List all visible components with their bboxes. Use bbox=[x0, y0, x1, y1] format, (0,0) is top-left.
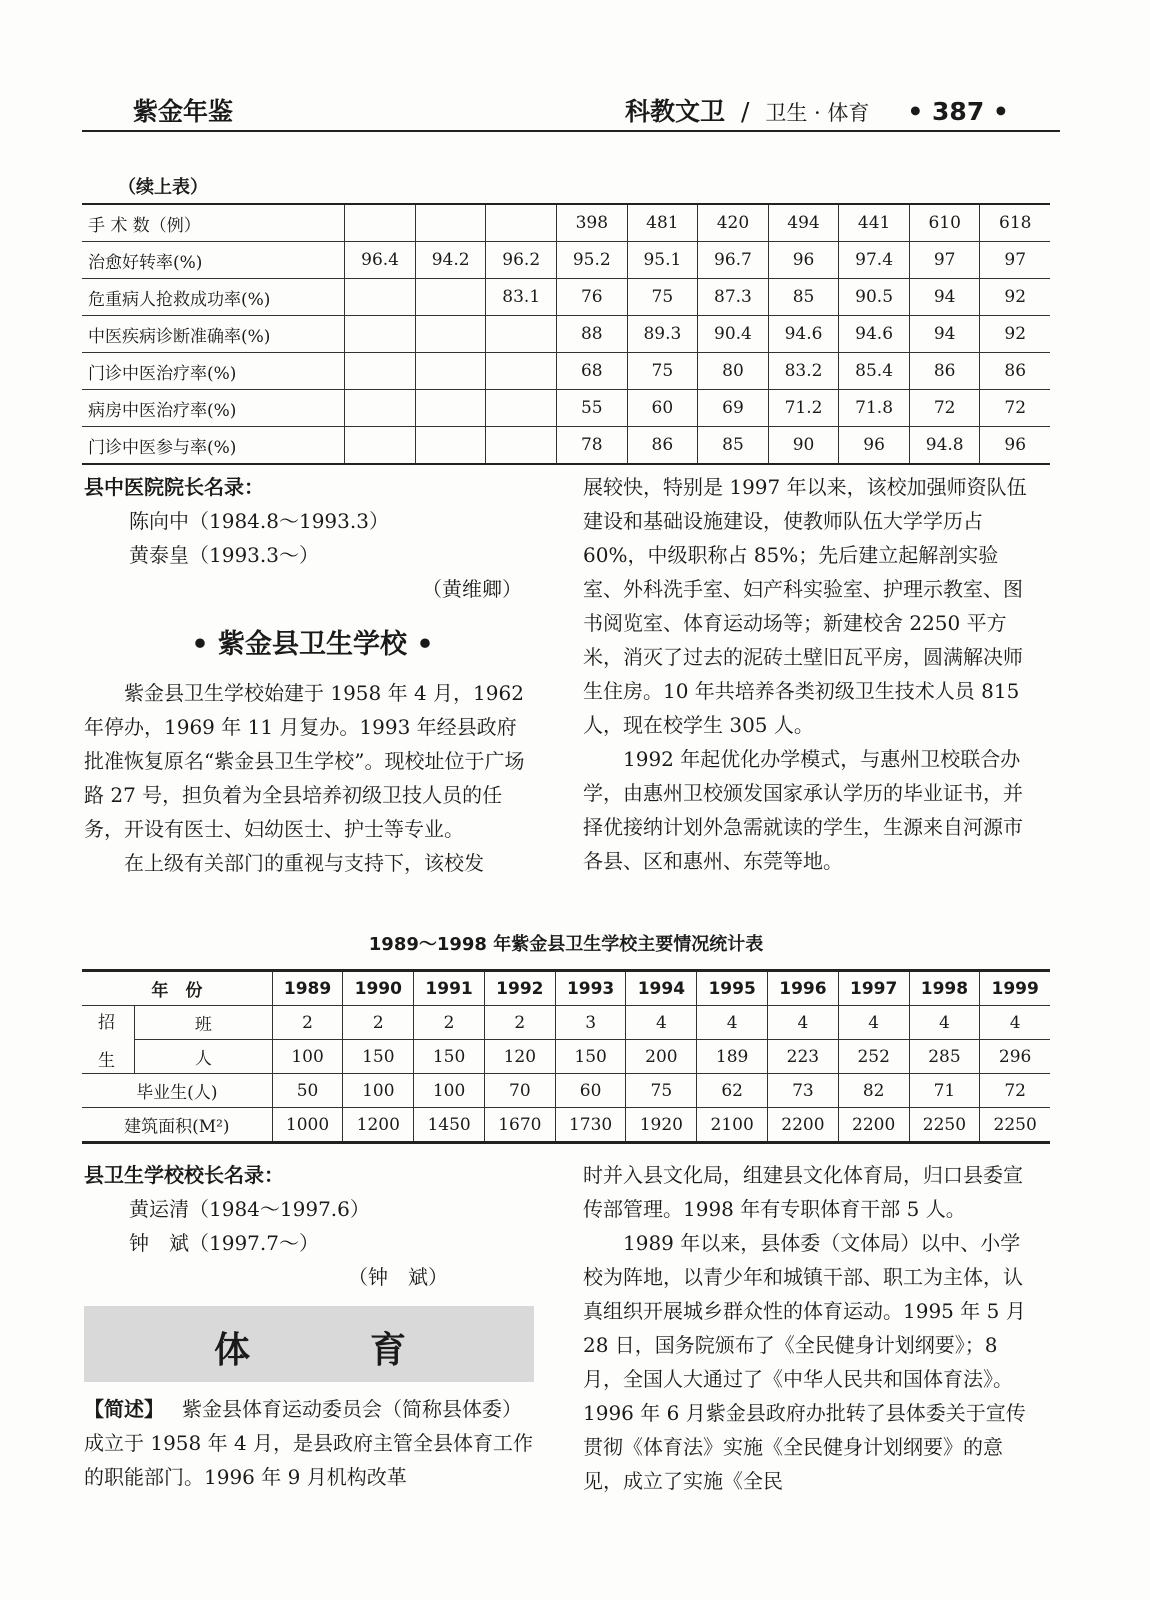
table-cell: 71.8 bbox=[839, 390, 910, 427]
class-cell: 4 bbox=[838, 1006, 909, 1040]
year-cell: 1996 bbox=[768, 971, 839, 1006]
year-cell: 1994 bbox=[626, 971, 697, 1006]
table-cell: 97.4 bbox=[839, 242, 910, 279]
table-cell: 78 bbox=[557, 427, 628, 465]
table-row bbox=[82, 279, 1050, 316]
table-cell: 75 bbox=[627, 353, 698, 390]
area-cell: 1920 bbox=[626, 1108, 697, 1143]
class-cell: 4 bbox=[768, 1006, 839, 1040]
principal-item: 钟 斌（1997.7～） bbox=[129, 1231, 319, 1255]
people-cell: 285 bbox=[909, 1040, 980, 1074]
people-cell: 150 bbox=[414, 1040, 485, 1074]
row-label: 门诊中医治疗率(%) bbox=[82, 353, 345, 390]
table-cell: 96 bbox=[768, 242, 839, 279]
area-cell: 2200 bbox=[768, 1108, 839, 1143]
table-cell: 89.3 bbox=[627, 316, 698, 353]
table-cell: 96 bbox=[980, 427, 1050, 465]
table-cell: 94.6 bbox=[768, 316, 839, 353]
table-cell: 494 bbox=[768, 204, 839, 242]
table-cell bbox=[415, 279, 486, 316]
sports-intro-paragraph: 紫金县体育运动委员会（简称县体委）成立于 1958 年 4 月，是县政府主管全县体育工作的职能部门。1996 年 9 月机构改革 bbox=[84, 1397, 534, 1489]
running-header-right bbox=[625, 92, 1009, 128]
table-caption: 1989～1998 年紫金县卫生学校主要情况统计表 bbox=[368, 934, 764, 955]
year-cell: 1998 bbox=[909, 971, 980, 1006]
table-continued-note: （续上表） bbox=[118, 177, 208, 198]
class-cell: 3 bbox=[555, 1006, 626, 1040]
class-cell: 2 bbox=[343, 1006, 414, 1040]
sports-activity-paragraph: 1989 年以来，县体委（文体局）以中、小学校为阵地，以青少年和城镇干部、职工为主体，认真组织开展城乡群众性的体育运动。1995 年 5 月 28 日，国务院颁布了《全民健身计划纲要》；8 月，全国人大通过了《中华人民共和国体育法》。1996 年 6 月紫金县政府办批转了县体委关于宣传贯彻《体育法》实施《全民健身计划纲要》的意见，成立了实施《全民 bbox=[583, 1231, 1026, 1493]
table-row bbox=[82, 1074, 1050, 1108]
year-cell: 1997 bbox=[838, 971, 909, 1006]
table-cell bbox=[345, 316, 416, 353]
table-cell: 72 bbox=[980, 390, 1050, 427]
table-cell: 94.2 bbox=[415, 242, 486, 279]
school-cooperation-paragraph: 1992 年起优化办学模式，与惠州卫校联合办学，由惠州卫校颁发国家承认学历的毕业证书，并择优接纳计划外急需就读的学生，生源来自河源市各县、区和惠州、东莞等地。 bbox=[583, 747, 1023, 873]
principals-heading: 县卫生学校校长名录： bbox=[84, 1163, 284, 1187]
table-cell: 96.4 bbox=[345, 242, 416, 279]
year-cell: 1991 bbox=[414, 971, 485, 1006]
enroll-label-bottom: 生 bbox=[98, 1051, 115, 1071]
table-cell: 94.8 bbox=[909, 427, 980, 465]
table-row bbox=[82, 971, 1050, 1006]
table-cell: 88 bbox=[557, 316, 628, 353]
table-cell: 618 bbox=[980, 204, 1050, 242]
left-column-top bbox=[84, 470, 536, 606]
banner-char: 育 bbox=[370, 1330, 407, 1371]
table-cell: 83.1 bbox=[486, 279, 557, 316]
table-cell: 86 bbox=[980, 353, 1050, 390]
class-cell: 2 bbox=[272, 1006, 343, 1040]
people-label: 人 bbox=[135, 1040, 273, 1074]
graduates-cell: 71 bbox=[909, 1074, 980, 1108]
graduates-cell: 50 bbox=[272, 1074, 343, 1108]
people-cell: 150 bbox=[343, 1040, 414, 1074]
table-row bbox=[82, 1040, 1050, 1074]
area-cell: 1450 bbox=[414, 1108, 485, 1143]
table-cell: 76 bbox=[557, 279, 628, 316]
row-label: 中医疾病诊断准确率(%) bbox=[82, 316, 345, 353]
people-cell: 120 bbox=[484, 1040, 555, 1074]
row-label: 治愈好转率(%) bbox=[82, 242, 345, 279]
area-cell: 1670 bbox=[484, 1108, 555, 1143]
year-cell: 1995 bbox=[697, 971, 768, 1006]
graduates-cell: 72 bbox=[980, 1074, 1050, 1108]
people-cell: 189 bbox=[697, 1040, 768, 1074]
table-cell: 96.2 bbox=[486, 242, 557, 279]
table-cell: 610 bbox=[909, 204, 980, 242]
right-column-lower bbox=[583, 1158, 1038, 1498]
table-cell bbox=[415, 353, 486, 390]
table-cell: 94.6 bbox=[839, 316, 910, 353]
area-cell: 1200 bbox=[343, 1108, 414, 1143]
people-cell: 200 bbox=[626, 1040, 697, 1074]
table-cell bbox=[486, 353, 557, 390]
enroll-label-top: 招 bbox=[98, 1013, 115, 1033]
left-column-lower bbox=[84, 1158, 536, 1294]
table-cell: 90.5 bbox=[839, 279, 910, 316]
graduates-cell: 100 bbox=[343, 1074, 414, 1108]
table-cell: 92 bbox=[980, 316, 1050, 353]
author-credit: （钟 斌） bbox=[348, 1265, 448, 1289]
table-cell: 69 bbox=[698, 390, 769, 427]
year-cell: 1992 bbox=[484, 971, 555, 1006]
table-cell: 86 bbox=[909, 353, 980, 390]
table-cell: 420 bbox=[698, 204, 769, 242]
table-row bbox=[82, 1108, 1050, 1143]
table-row bbox=[82, 204, 1050, 242]
table-cell: 481 bbox=[627, 204, 698, 242]
table-cell bbox=[345, 353, 416, 390]
row-label: 手 术 数（例） bbox=[82, 204, 345, 242]
table-cell bbox=[415, 316, 486, 353]
year-cell: 1993 bbox=[555, 971, 626, 1006]
banner-char: 体 bbox=[214, 1330, 251, 1371]
table-cell: 71.2 bbox=[768, 390, 839, 427]
table-row bbox=[82, 427, 1050, 465]
row-label: 病房中医治疗率(%) bbox=[82, 390, 345, 427]
table-cell: 97 bbox=[980, 242, 1050, 279]
table-cell: 80 bbox=[698, 353, 769, 390]
area-cell: 2100 bbox=[697, 1108, 768, 1143]
graduates-cell: 75 bbox=[626, 1074, 697, 1108]
table-row bbox=[82, 390, 1050, 427]
table-cell: 85 bbox=[768, 279, 839, 316]
graduates-label: 毕业生(人) bbox=[82, 1074, 272, 1108]
principal-item: 黄运清（1984～1997.6） bbox=[129, 1197, 370, 1221]
area-cell: 2250 bbox=[909, 1108, 980, 1143]
graduates-cell: 62 bbox=[697, 1074, 768, 1108]
table-cell bbox=[345, 204, 416, 242]
director-item: 陈向中（1984.8～1993.3） bbox=[129, 509, 389, 533]
table-cell: 96.7 bbox=[698, 242, 769, 279]
area-cell: 2250 bbox=[980, 1108, 1050, 1143]
header-separator: / bbox=[740, 97, 750, 126]
graduates-cell: 60 bbox=[555, 1074, 626, 1108]
table-cell: 60 bbox=[627, 390, 698, 427]
table-cell bbox=[345, 390, 416, 427]
table-cell: 398 bbox=[557, 204, 628, 242]
right-column-top bbox=[583, 470, 1038, 878]
table-cell: 72 bbox=[909, 390, 980, 427]
graduates-cell: 73 bbox=[768, 1074, 839, 1108]
table-cell bbox=[486, 316, 557, 353]
left-column-body bbox=[84, 676, 536, 880]
class-cell: 4 bbox=[980, 1006, 1050, 1040]
year-header: 年 份 bbox=[82, 971, 272, 1006]
table-row bbox=[82, 242, 1050, 279]
row-label: 门诊中医参与率(%) bbox=[82, 427, 345, 465]
table-row bbox=[82, 353, 1050, 390]
table-cell: 75 bbox=[627, 279, 698, 316]
table-cell: 83.2 bbox=[768, 353, 839, 390]
table-row bbox=[82, 316, 1050, 353]
table-cell: 441 bbox=[839, 204, 910, 242]
table-cell: 92 bbox=[980, 279, 1050, 316]
table-cell bbox=[486, 204, 557, 242]
class-cell: 4 bbox=[909, 1006, 980, 1040]
table-cell: 86 bbox=[627, 427, 698, 465]
table-cell: 96 bbox=[839, 427, 910, 465]
intro-tag: 【简述】 bbox=[84, 1397, 164, 1421]
graduates-cell: 82 bbox=[838, 1074, 909, 1108]
sports-org-paragraph: 时并入县文化局，组建县文化体育局，归口县委宣传部管理。1998 年有专职体育干部 5 人。 bbox=[583, 1163, 1023, 1221]
class-cell: 4 bbox=[626, 1006, 697, 1040]
class-cell: 2 bbox=[484, 1006, 555, 1040]
enroll-label bbox=[82, 1006, 135, 1074]
school-support-paragraph: 在上级有关部门的重视与支持下，该校发 bbox=[124, 851, 484, 875]
year-cell: 1989 bbox=[272, 971, 343, 1006]
header-rule bbox=[82, 130, 1060, 132]
table-cell: 68 bbox=[557, 353, 628, 390]
table-cell: 95.1 bbox=[627, 242, 698, 279]
school-stats-table bbox=[82, 969, 1050, 1144]
table-cell: 55 bbox=[557, 390, 628, 427]
table-row bbox=[82, 1006, 1050, 1040]
header-section-main: 科教文卫 bbox=[625, 97, 726, 126]
people-cell: 150 bbox=[555, 1040, 626, 1074]
section-title: • 紫金县卫生学校 • bbox=[191, 629, 434, 660]
class-label: 班 bbox=[135, 1006, 273, 1040]
sports-intro bbox=[84, 1392, 536, 1494]
author-credit: （黄维卿） bbox=[422, 577, 522, 601]
class-cell: 2 bbox=[414, 1006, 485, 1040]
table-cell bbox=[486, 390, 557, 427]
people-cell: 296 bbox=[980, 1040, 1050, 1074]
year-cell: 1999 bbox=[980, 971, 1050, 1006]
table-cell: 85.4 bbox=[839, 353, 910, 390]
area-cell: 1730 bbox=[555, 1108, 626, 1143]
page-number: • 387 • bbox=[907, 97, 1009, 126]
year-cell: 1990 bbox=[343, 971, 414, 1006]
sports-section-banner bbox=[84, 1306, 534, 1382]
table-cell bbox=[415, 204, 486, 242]
area-cell: 2200 bbox=[838, 1108, 909, 1143]
table-cell: 95.2 bbox=[557, 242, 628, 279]
class-cell: 4 bbox=[697, 1006, 768, 1040]
people-cell: 223 bbox=[768, 1040, 839, 1074]
row-label: 危重病人抢救成功率(%) bbox=[82, 279, 345, 316]
table-cell: 87.3 bbox=[698, 279, 769, 316]
table-cell bbox=[345, 279, 416, 316]
hospital-stats-table bbox=[82, 203, 1050, 465]
table-cell bbox=[415, 390, 486, 427]
table-cell: 94 bbox=[909, 316, 980, 353]
table-cell: 85 bbox=[698, 427, 769, 465]
table-cell bbox=[486, 427, 557, 465]
people-cell: 252 bbox=[838, 1040, 909, 1074]
table-cell bbox=[345, 427, 416, 465]
area-label: 建筑面积(M²) bbox=[82, 1108, 272, 1143]
school-development-paragraph: 展较快，特别是 1997 年以来，该校加强师资队伍建设和基础设施建设，使教师队伍大学学历占 60%，中级职称占 85%；先后建立起解剖实验室、外科洗手室、妇产科实验室、护理示教室、图书阅览室、体育运动场等；新建校舍 2250 平方米，消灭了过去的泥砖土壁旧瓦平房，圆满解决师生住房。10 年共培养各类初级卫生技术人员 815 人，现在校学生 305 人。 bbox=[583, 475, 1027, 737]
graduates-cell: 100 bbox=[414, 1074, 485, 1108]
table-cell: 90.4 bbox=[698, 316, 769, 353]
running-header-left: 紫金年鉴 bbox=[133, 97, 234, 126]
table-cell bbox=[415, 427, 486, 465]
table-cell: 90 bbox=[768, 427, 839, 465]
graduates-cell: 70 bbox=[484, 1074, 555, 1108]
area-cell: 1000 bbox=[272, 1108, 343, 1143]
table-cell: 97 bbox=[909, 242, 980, 279]
header-section-sub: 卫生 · 体育 bbox=[765, 101, 870, 125]
table-cell: 94 bbox=[909, 279, 980, 316]
directors-heading: 县中医院院长名录： bbox=[84, 475, 264, 499]
director-item: 黄泰皇（1993.3～） bbox=[129, 543, 319, 567]
people-cell: 100 bbox=[272, 1040, 343, 1074]
school-intro-paragraph: 紫金县卫生学校始建于 1958 年 4 月，1962 年停办，1969 年 11 月复办。1993 年经县政府批准恢复原名“紫金县卫生学校”。现校址位于广场路 27 号，担负着为全县培养初级卫技人员的任务，开设有医士、妇幼医士、护士等专业。 bbox=[84, 681, 525, 841]
